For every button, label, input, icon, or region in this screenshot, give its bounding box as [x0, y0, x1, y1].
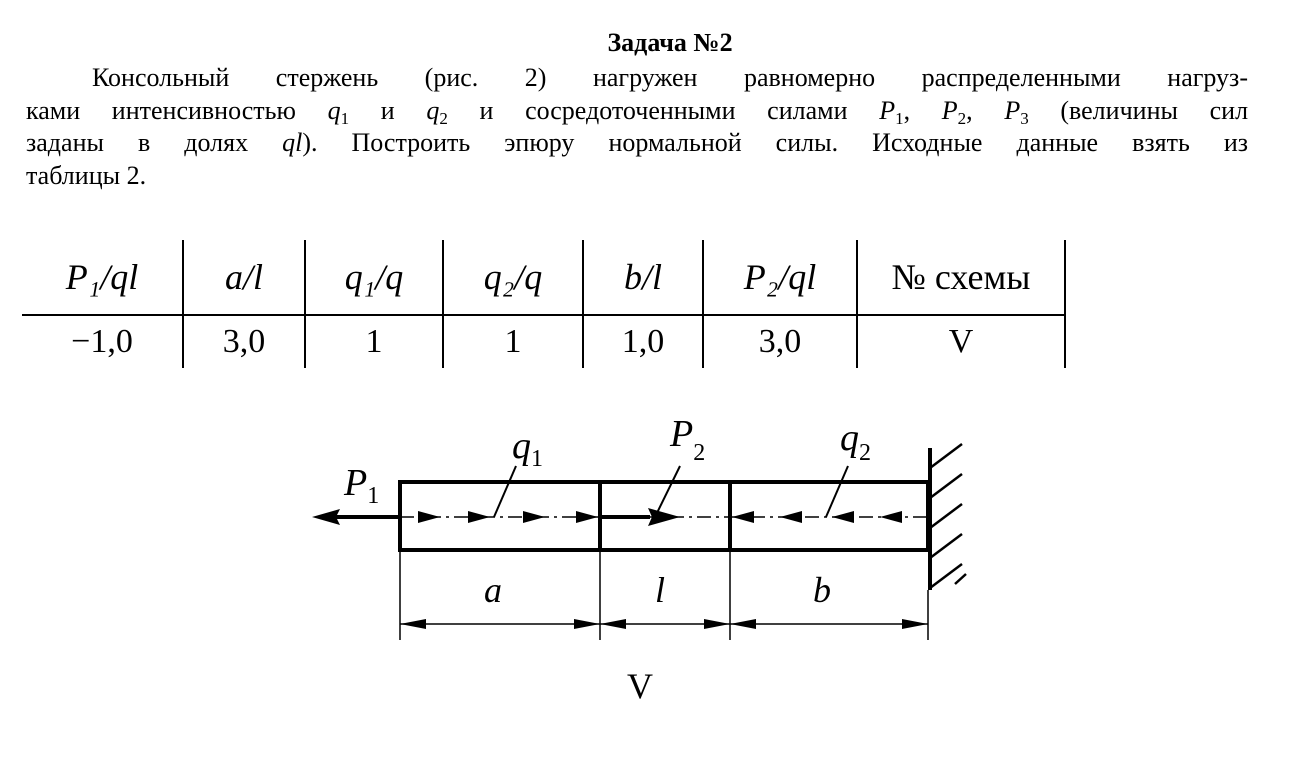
- text-fragment: заданы в долях: [26, 128, 283, 157]
- symbol-ql: ql: [282, 128, 303, 157]
- table-cell: 3,0: [703, 315, 857, 368]
- symbol-p3-sub: 3: [1020, 108, 1029, 128]
- symbol-q1-sub: 1: [340, 108, 350, 128]
- task-title: Задача №2: [607, 28, 733, 57]
- symbol-p2-letter: P: [941, 95, 958, 125]
- leader-q1: [494, 466, 516, 517]
- dimension-line-a: [400, 619, 600, 629]
- text-fragment: ками интенсивностью: [26, 95, 328, 125]
- text-fragment: и сосредоточенными силами: [447, 95, 880, 125]
- leader-q2: [826, 466, 848, 517]
- paragraph-line-1: Консольный стержень (рис. 2) нагружен равномерно распределенными нагруз-: [92, 63, 1248, 92]
- symbol-p3-letter: P: [1004, 95, 1021, 125]
- header-cell: b/l: [583, 240, 703, 315]
- symbol-p2-sub: 2: [957, 108, 967, 128]
- header-cell: P₁/ql: [22, 240, 183, 315]
- header-cell: P₂/ql: [703, 240, 857, 315]
- text-fragment: и: [349, 95, 427, 125]
- text-fragment: ). Построить эпюру нормальной силы. Исходные данные взять из: [302, 128, 1248, 157]
- label-q2: $q_2$: [840, 417, 871, 466]
- table-cell: 1,0: [583, 315, 703, 368]
- symbol-p1-sub: 1: [895, 108, 904, 128]
- text-fragment: (величины сил: [1028, 95, 1249, 125]
- fixed-support-wall: [930, 444, 966, 590]
- table-cell: 3,0: [183, 315, 305, 368]
- table-cell: 1: [305, 315, 443, 368]
- label-p1: $P_1$: [344, 462, 380, 509]
- header-cell: № схемы: [857, 240, 1065, 315]
- table-cell: V: [857, 315, 1065, 368]
- text-fragment: ,: [966, 95, 1005, 125]
- dimension-label-b: b: [813, 570, 831, 610]
- leader-p2: [655, 466, 680, 517]
- force-p1-arrow: [312, 509, 400, 525]
- symbol-q2-letter: q: [426, 95, 440, 125]
- label-p2: $P_2$: [670, 413, 706, 466]
- symbol-p1-letter: P: [879, 95, 896, 125]
- label-q1: $q_1$: [512, 425, 543, 472]
- dimension-label-l: l: [654, 570, 666, 610]
- header-cell: q₁/q: [305, 240, 443, 315]
- table-cell: 1: [443, 315, 583, 368]
- dimension-line-b: [730, 619, 928, 629]
- text-fragment: ,: [903, 95, 942, 125]
- table-cell: −1,0: [22, 315, 183, 368]
- scheme-label: V: [627, 666, 653, 706]
- paragraph-line-4: таблицы 2.: [26, 160, 147, 190]
- symbol-q2-sub: 2: [439, 108, 448, 128]
- header-cell: a/l: [183, 240, 305, 315]
- symbol-q1-letter: q: [327, 95, 341, 125]
- header-cell: q₂/q: [443, 240, 583, 315]
- force-p2-arrow: [600, 508, 680, 526]
- dimension-line-l: [600, 619, 730, 629]
- dimension-label-a: a: [484, 570, 502, 610]
